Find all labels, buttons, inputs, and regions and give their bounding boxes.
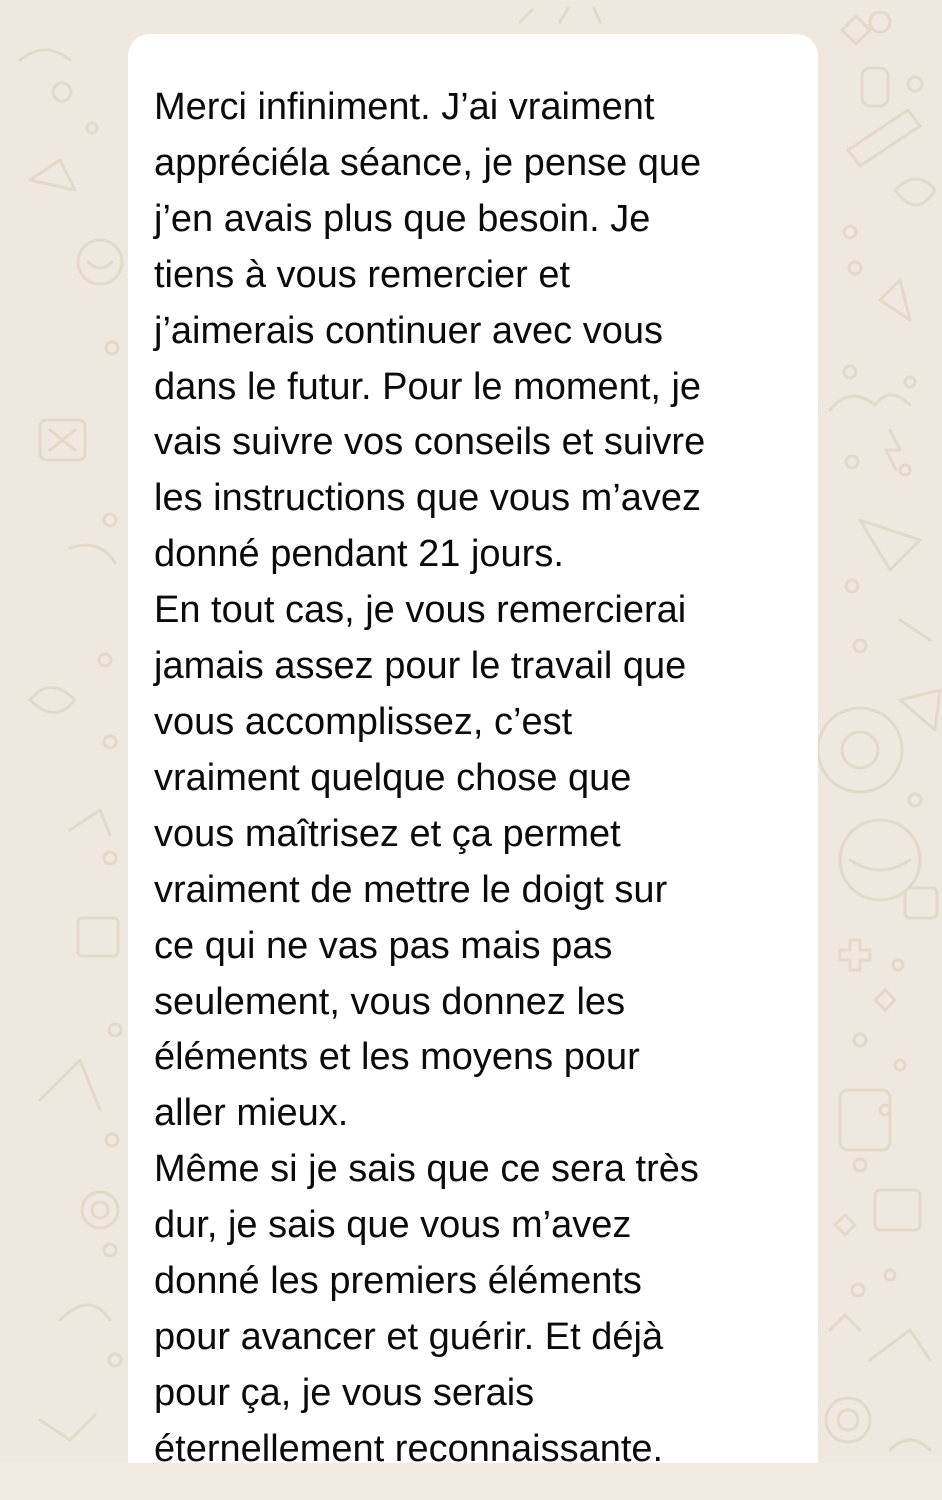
message-line: tiens à vous remercier et (154, 253, 571, 296)
message-line: éternellement reconnaissante. (154, 1427, 664, 1470)
message-line: vraiment quelque chose que (154, 756, 632, 799)
message-line: j’aimerais continuer avec vous (154, 309, 664, 352)
message-line: Même si je sais que ce sera très (154, 1148, 699, 1191)
message-line: ce qui ne vas pas mais pas (154, 924, 613, 967)
message-line: dans le futur. Pour le moment, je (154, 365, 702, 408)
message-line: vous accomplissez, c’est (154, 700, 573, 743)
message-line: jamais assez pour le travail que (154, 645, 687, 688)
message-line: En tout cas, je vous remercierai (154, 589, 687, 632)
message-line: vais suivre vos conseils et suivre (154, 421, 706, 464)
message-line: dur, je sais que vous m’avez (154, 1204, 632, 1247)
message-line: aller mieux. (154, 1092, 349, 1135)
message-text (154, 80, 798, 1478)
message-line: j’en avais plus que besoin. Je (154, 197, 651, 240)
message-line: seulement, vous donnez les (154, 980, 626, 1023)
message-line: appréciéla séance, je pense que (154, 141, 702, 184)
message-line: Merci infiniment. J’ai vraiment (154, 86, 655, 128)
message-line: pour ça, je vous serais (154, 1371, 535, 1414)
received-message-bubble[interactable] (128, 34, 818, 1470)
message-line: éléments et les moyens pour (154, 1036, 640, 1079)
message-line: donné les premiers éléments (154, 1260, 642, 1303)
message-line: vraiment de mettre le doigt sur (154, 868, 668, 911)
message-line: pour avancer et guérir. Et déjà (154, 1315, 664, 1358)
message-line: les instructions que vous m’avez (154, 477, 702, 520)
message-line: donné pendant 21 jours. (154, 533, 564, 576)
message-line: vous maîtrisez et ça permet (154, 812, 621, 855)
